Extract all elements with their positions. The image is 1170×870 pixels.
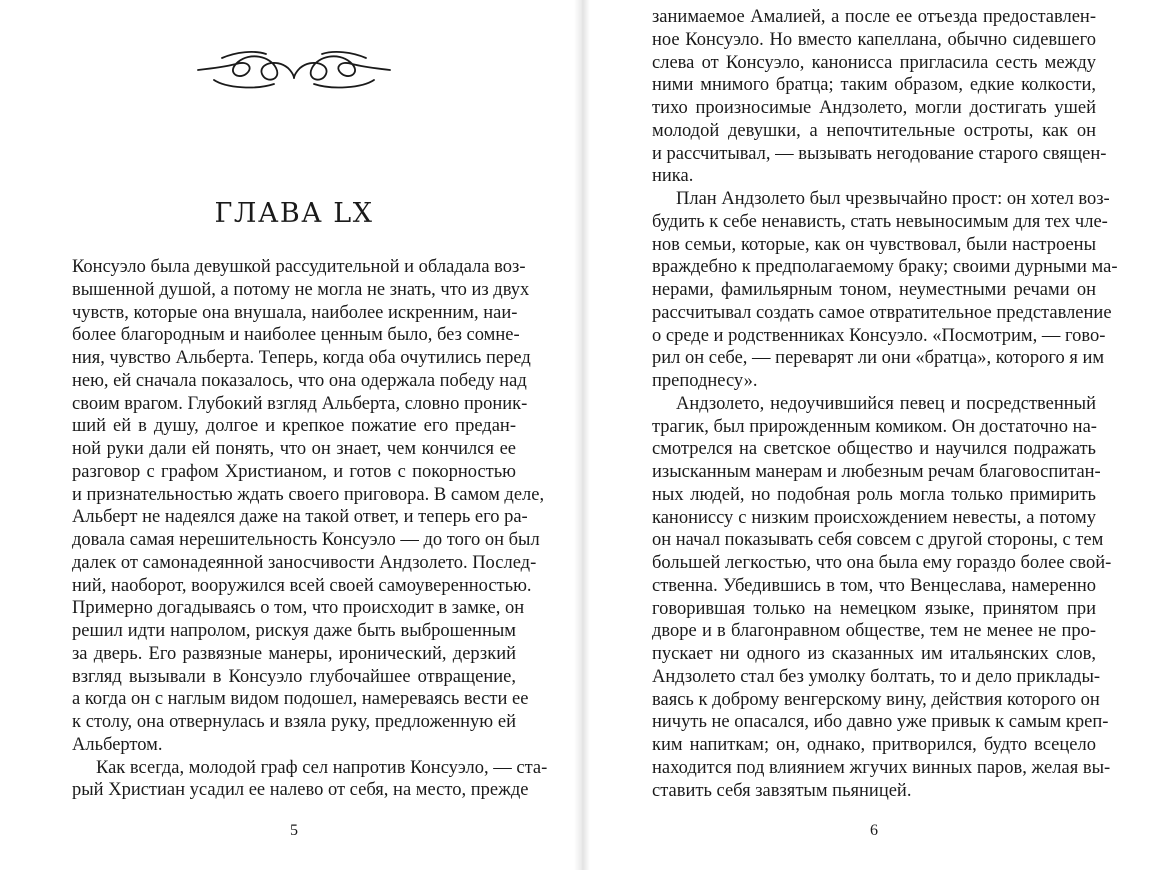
text-line: нею, ей сначала показалось, что она одержала победу над — [72, 370, 527, 391]
text-line: далек от самонадеянной заносчивости Андзолето. Послед- — [72, 552, 537, 573]
text-line: ственна. Убедившись в том, что Венцеслава, намеренно — [652, 575, 1096, 596]
text-line: ничуть не опасался, ибо давно уже привык к самым креп- — [652, 712, 1109, 733]
text-line: тихо произносимые Андзолето, могли достигать ушей — [652, 98, 1096, 118]
text-line: вышенной душой, а потому не могла не знать, что из двух — [72, 279, 530, 300]
text-line: более благородным и наиболее ценным было, без сомне- — [72, 325, 520, 346]
text-line: ника. — [652, 166, 694, 187]
text-line: решил идти напролом, рискуя даже быть выброшенным — [72, 621, 516, 641]
text-line: слева от Консуэло, канонисса пригласила сесть между — [652, 52, 1096, 73]
text-line: канониссу с низким происхождением невесты, а потому — [652, 507, 1096, 528]
left-page — [0, 0, 582, 870]
chapter-title: ГЛАВА LX — [214, 198, 374, 229]
right-page-text — [652, 6, 1118, 802]
page-number: 6 — [870, 822, 878, 839]
text-line: преподнесу». — [652, 371, 758, 391]
text-line: нов семьи, которые, как он чувствовал, были настроены — [652, 234, 1096, 255]
text-line: и признательностью ждать своего приговора. В самом деле, — [72, 484, 545, 505]
text-line: трагик, был прирожденным комиком. Он достаточно на- — [652, 416, 1097, 437]
decorative-flourish-icon — [196, 46, 392, 96]
text-line: будить к себе ненависть, стать невыносимым для тех чле- — [652, 211, 1108, 232]
text-line: ставить себя завзятым пьяницей. — [652, 780, 912, 801]
text-line: рил он себе, — переварят ли они «братца», которого я им — [652, 348, 1105, 369]
text-line: Андзолето, недоучившийся певец и посредственный — [676, 393, 1096, 414]
text-line: ними мнимого братца; таким образом, едкие колкости, — [652, 75, 1096, 96]
text-line: взгляд вызывали в Консуэло глубочайшее отвращение, — [72, 666, 516, 687]
text-line: смотрелся на светское общество и научился подражать — [652, 439, 1096, 460]
text-line: ния, чувство Альберта. Теперь, когда оба очутились перед — [72, 348, 531, 368]
text-line: ной руки дали ей понять, что он знает, чем кончился ее — [72, 439, 516, 459]
text-line: Как всегда, молодой граф сел напротив Консуэло, — ста- — [96, 757, 548, 778]
text-line: ший ей в душу, долгое и крепкое пожатие его предан- — [72, 416, 516, 437]
text-line: чувств, которые она внушала, наиболее искренним, наи- — [72, 302, 518, 323]
text-line: о среде и родственниках Консуэло. «Посмотрим, — гово- — [652, 325, 1106, 346]
text-line: Примерно догадываясь о том, что происходит в замке, он — [72, 598, 525, 619]
text-line: а когда он с наглым видом подошел, намереваясь вести ее — [72, 689, 529, 710]
text-line: нерами, фамильярным тоном, неуместными речами он — [652, 280, 1096, 300]
text-line: находится под влиянием жгучих винных паров, желая вы- — [652, 757, 1111, 778]
text-line: враждебно к предполагаемому браку; своими дурными ма- — [652, 257, 1118, 278]
right-page — [588, 0, 1170, 870]
text-line: Альберт не надеялся даже на такой ответ, и теперь его ра- — [72, 507, 528, 528]
text-line: Андзолето стал без умолку болтать, то и дело приклады- — [652, 666, 1101, 687]
text-line: Альбертом. — [72, 734, 163, 755]
text-line: План Андзолето был чрезвычайно прост: он хотел воз- — [676, 189, 1110, 209]
text-line: изысканным манерам и любезным речам благовоспитан- — [652, 462, 1101, 482]
text-line: рый Христиан усадил ее налево от себя, на место, прежде — [72, 780, 529, 801]
text-line: довала самая нерешительность Консуэло — до того он был — [72, 530, 540, 550]
text-line: ким напиткам; он, однако, притворился, будто всецело — [652, 735, 1096, 755]
text-line: ний, наоборот, вооружился всей своей самоуверенностью. — [72, 575, 532, 596]
left-page-text — [72, 256, 548, 802]
text-line: своим врагом. Глубокий взгляд Альберта, словно проник- — [72, 393, 528, 414]
text-line: молодой девушки, а непочтительные остроты, как он — [652, 120, 1096, 141]
text-line: ваясь к доброму венгерскому вину, действия которого он — [652, 689, 1100, 710]
text-line: занимаемое Амалией, а после ее отъезда предоставлен- — [652, 7, 1096, 27]
text-line: Консуэло была девушкой рассудительной и обладала воз- — [72, 257, 526, 277]
text-line: он начал показывать себя совсем с другой стороны, с тем — [652, 530, 1104, 551]
text-line: большей легкостью, что она была ему гораздо более свой- — [652, 553, 1112, 573]
page-number: 5 — [290, 822, 298, 839]
text-line: пускает ни одного из сказанных им итальянских слов, — [652, 644, 1096, 664]
text-line: дворе и в благонравном обществе, тем не менее не про- — [652, 621, 1096, 642]
text-line: говорившая только на немецком языке, принятом при — [652, 598, 1096, 619]
text-line: разговор с графом Христианом, и готов с покорностью — [72, 461, 516, 482]
text-line: рассчитывал создать самое отвратительное представление — [652, 302, 1112, 323]
text-line: ное Консуэло. Но вместо капеллана, обычно сидевшего — [652, 29, 1096, 50]
text-line: ных людей, но подобная роль могла только примирить — [652, 484, 1096, 505]
text-line: и рассчитывал, — вызывать негодование старого священ- — [652, 143, 1107, 164]
text-line: к столу, она отвернулась и взяла руку, предложенную ей — [72, 712, 516, 732]
text-line: за дверь. Его развязные манеры, иронический, дерзкий — [72, 643, 516, 664]
